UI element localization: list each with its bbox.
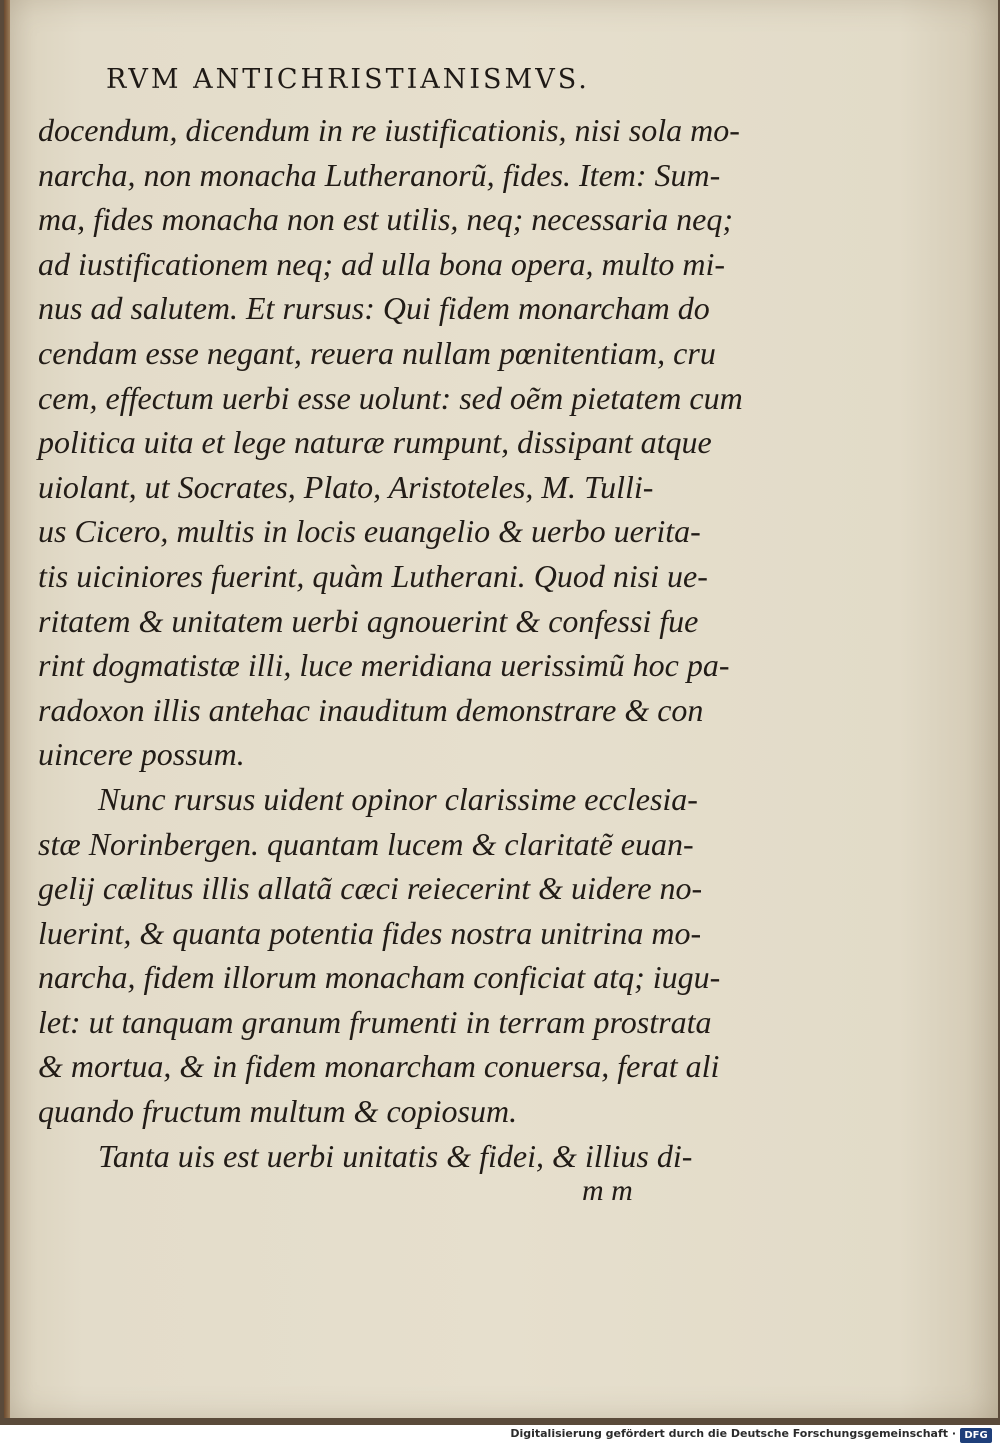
paragraph-start-line: Nunc rursus uident opinor clarissime ecclesia- xyxy=(98,780,698,817)
text-line: ma, fides monacha non est utilis, neq; necessaria neq; xyxy=(38,201,733,238)
text-line: ritatem & unitatem uerbi agnouerint & confessi fue xyxy=(38,602,699,639)
text-line: uiolant, ut Socrates, Plato, Aristoteles, M. Tulli- xyxy=(38,468,654,505)
text-line: us Cicero, multis in locis euangelio & uerbo uerita- xyxy=(38,513,701,550)
running-head: RVM ANTICHRISTIANISMVS. xyxy=(106,64,590,95)
text-line: let: ut tanquam granum frumenti in terram prostrata xyxy=(38,1003,712,1040)
text-line: cem, effectum uerbi esse uolunt: sed oẽm pietatem cum xyxy=(38,379,743,416)
text-line: ad iustificationem neq; ad ulla bona opera, multo mi- xyxy=(38,245,726,282)
text-line: gelij cælitus illis allatã cæci reiecerint & uidere no- xyxy=(38,870,703,907)
text-line: cendam esse negant, reuera nullam pœnitentiam, cru xyxy=(38,334,716,371)
dfg-logo-icon: DFG xyxy=(960,1428,992,1443)
text-line: narcha, fidem illorum monacham conficiat atq; iugu- xyxy=(38,959,721,996)
text-line: radoxon illis antehac inauditum demonstrare & con xyxy=(38,691,704,728)
text-line: nus ad salutem. Et rursus: Qui fidem monarcham do xyxy=(38,290,710,327)
text-line: narcha, non monacha Lutheranorũ, fides. Item: Sum- xyxy=(38,156,721,193)
text-line: stæ Norinbergen. quantam lucem & claritatẽ euan- xyxy=(38,825,694,862)
text-line: politica uita et lege naturæ rumpunt, dissipant atque xyxy=(38,424,712,461)
text-line: uincere possum. xyxy=(38,736,245,773)
body-text xyxy=(38,108,748,1178)
catchword: m m xyxy=(582,1174,633,1207)
text-line: quando fructum multum & copiosum. xyxy=(38,1093,518,1130)
text-line: rint dogmatistæ illi, luce meridiana uerissimũ hoc pa- xyxy=(38,647,730,684)
text-line: luerint, & quanta potentia fides nostra unitrina mo- xyxy=(38,914,702,951)
text-line: docendum, dicendum in re iustificationis, nisi sola mo- xyxy=(38,112,740,148)
text-line: tis uiciniores fuerint, quàm Lutherani. Quod nisi ue- xyxy=(38,557,708,594)
text-line: & mortua, & in fidem monarcham conuersa, ferat ali xyxy=(38,1048,720,1085)
binding-edge xyxy=(4,0,10,1418)
funding-credit: Digitalisierung gefördert durch die Deutsche Forschungsgemeinschaft · xyxy=(510,1427,956,1440)
paragraph-start-line: Tanta uis est uerbi unitatis & fidei, & illius di- xyxy=(98,1137,693,1174)
